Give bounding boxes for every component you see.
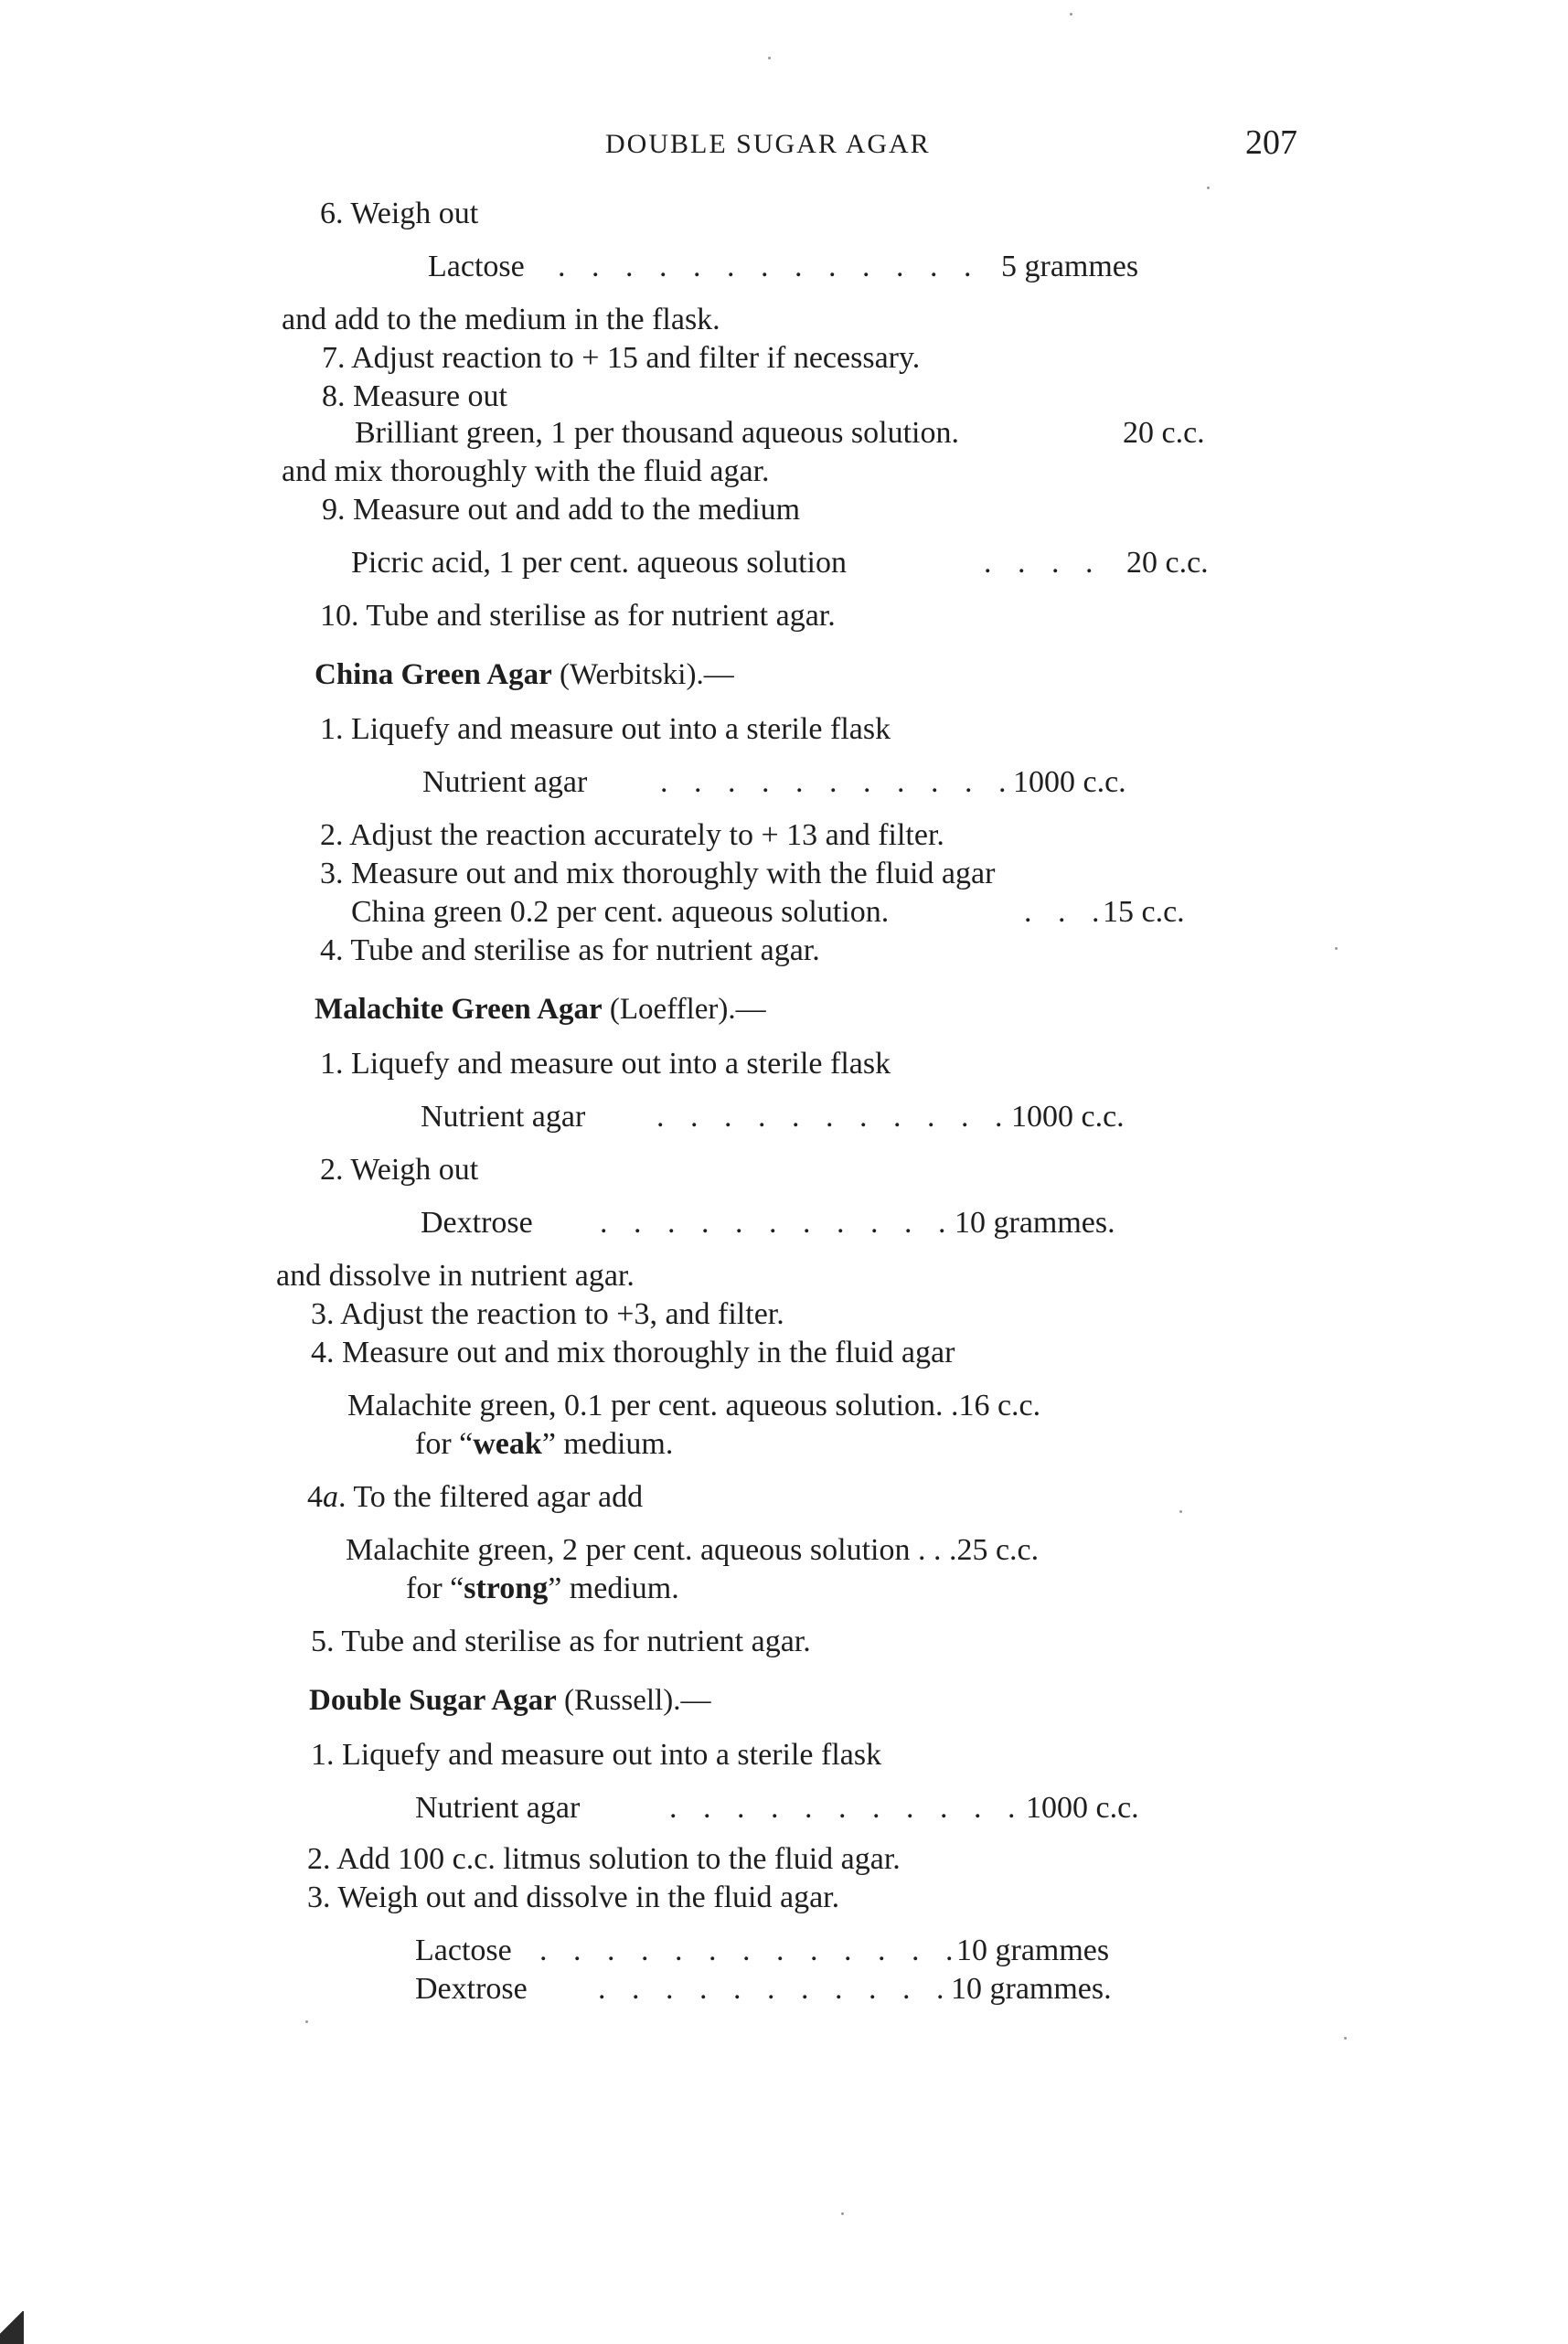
step-6: 6. Weigh out: [320, 197, 479, 230]
double-lactose-leader: . . . . . . . . . . . . .: [539, 1934, 963, 1967]
running-title: DOUBLE SUGAR AGAR: [605, 129, 931, 159]
step-10: 10. Tube and sterilise as for nutrient agar.: [320, 599, 836, 633]
double-nutrient-agar-leader: . . . . . . . . . . .: [669, 1791, 1025, 1825]
china-step-1: 1. Liquefy and measure out into a sterile flask: [320, 712, 891, 746]
malachite-strong-entry: Malachite green, 2 per cent. aqueous solution . . .25 c.c.: [346, 1533, 1040, 1567]
scan-speck: [841, 2212, 844, 2215]
mix-fluid-line: and mix thoroughly with the fluid agar.: [282, 454, 770, 488]
double-dextrose-leader: . . . . . . . . . . .: [598, 1972, 954, 2006]
scan-speck: [1070, 13, 1072, 16]
malachite-dextrose-quantity: 10 grammes.: [955, 1206, 1115, 1240]
china-green-solution-leader: . . .: [1024, 895, 1109, 929]
double-step-2: 2. Add 100 c.c. litmus solution to the fluid agar.: [307, 1842, 901, 1876]
double-step-3: 3. Weigh out and dissolve in the fluid agar.: [307, 1881, 840, 1914]
double-lactose-label: Lactose: [415, 1934, 512, 1967]
malachite-step-1: 1. Liquefy and measure out into a sterile flask: [320, 1047, 891, 1081]
scan-speck: [1207, 186, 1210, 189]
step-9: 9. Measure out and add to the medium: [322, 493, 801, 527]
scan-speck: [768, 57, 771, 59]
malachite-dextrose-label: Dextrose: [421, 1206, 533, 1240]
malachite-nutrient-agar-label: Nutrient agar: [421, 1100, 586, 1134]
weak-medium-note: for “weak” medium.: [415, 1427, 674, 1461]
malachite-weak-entry: Malachite green, 0.1 per cent. aqueous solution. .16 c.c.: [347, 1389, 1041, 1422]
picric-acid-entry: Picric acid, 1 per cent. aqueous solution: [351, 546, 847, 580]
china-green-heading: China Green Agar (Werbitski).—: [315, 658, 734, 691]
double-lactose-quantity: 10 grammes: [956, 1934, 1110, 1967]
double-nutrient-agar-quantity: 1000 c.c.: [1026, 1791, 1139, 1825]
china-nutrient-agar-leader: . . . . . . . . . . .: [660, 765, 1016, 799]
lactose-entry-quantity: 5 grammes: [1001, 250, 1139, 283]
step-8: 8. Measure out: [322, 379, 508, 413]
malachite-step-5: 5. Tube and sterilise as for nutrient agar.: [311, 1625, 811, 1658]
china-step-4: 4. Tube and sterilise as for nutrient agar.: [320, 933, 820, 967]
malachite-nutrient-agar-quantity: 1000 c.c.: [1011, 1100, 1125, 1134]
double-step-1: 1. Liquefy and measure out into a sterile flask: [311, 1738, 882, 1772]
china-nutrient-agar-quantity: 1000 c.c.: [1013, 765, 1126, 799]
scan-speck: [1179, 1510, 1182, 1513]
step-7: 7. Adjust reaction to + 15 and filter if necessary.: [322, 341, 921, 375]
scan-edge-mark: [0, 2311, 24, 2344]
double-sugar-heading: Double Sugar Agar (Russell).—: [309, 1684, 711, 1717]
brilliant-green-entry: Brilliant green, 1 per thousand aqueous solution.: [355, 416, 959, 450]
add-to-flask-line: and add to the medium in the flask.: [282, 303, 720, 336]
china-green-solution-entry: China green 0.2 per cent. aqueous solution.: [351, 895, 890, 929]
picric-acid-quantity: 20 c.c.: [1126, 546, 1209, 580]
china-green-solution-quantity: 15 c.c.: [1103, 895, 1185, 929]
malachite-green-heading: Malachite Green Agar (Loeffler).—: [315, 993, 766, 1026]
strong-medium-note: for “strong” medium.: [406, 1572, 679, 1605]
malachite-step-4a: 4a. To the filtered agar add: [307, 1480, 644, 1514]
malachite-dextrose-leader: . . . . . . . . . . .: [600, 1206, 955, 1240]
dissolve-line: and dissolve in nutrient agar.: [276, 1259, 635, 1293]
picric-acid-leader: . . . .: [984, 546, 1103, 580]
lactose-entry-leader: . . . . . . . . . . . . .: [558, 250, 981, 283]
china-step-3: 3. Measure out and mix thoroughly with the fluid agar: [320, 857, 996, 890]
scan-speck: [305, 2020, 308, 2023]
lactose-entry-label: Lactose: [428, 250, 525, 283]
china-nutrient-agar-label: Nutrient agar: [422, 765, 588, 799]
scan-speck: [1335, 947, 1338, 950]
double-nutrient-agar-label: Nutrient agar: [415, 1791, 581, 1825]
scan-speck: [1344, 2037, 1347, 2040]
double-dextrose-label: Dextrose: [415, 1972, 528, 2006]
malachite-nutrient-agar-leader: . . . . . . . . . . .: [656, 1100, 1012, 1134]
malachite-step-3: 3. Adjust the reaction to +3, and filter.: [311, 1297, 784, 1331]
page-number: 207: [1245, 123, 1297, 162]
china-step-2: 2. Adjust the reaction accurately to + 13 and filter.: [320, 818, 944, 852]
brilliant-green-quantity: 20 c.c.: [1123, 416, 1205, 450]
malachite-step-4: 4. Measure out and mix thoroughly in the fluid agar: [311, 1336, 955, 1369]
malachite-step-2: 2. Weigh out: [320, 1153, 479, 1187]
double-dextrose-quantity: 10 grammes.: [951, 1972, 1112, 2006]
